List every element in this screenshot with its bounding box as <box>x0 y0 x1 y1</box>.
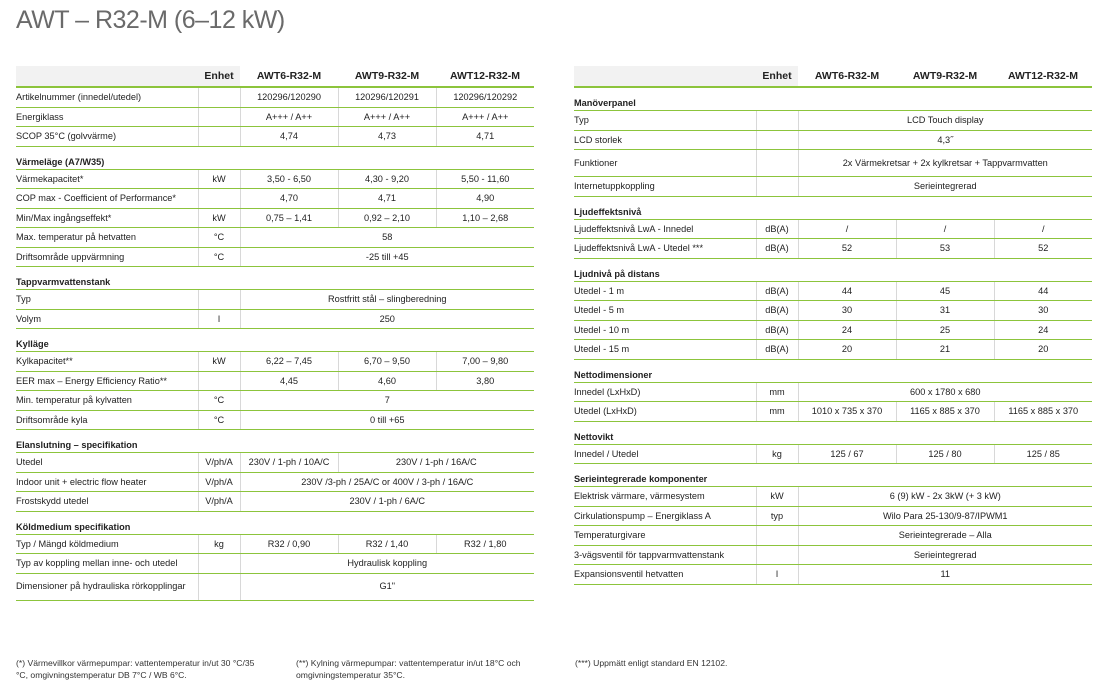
table-row <box>574 177 1092 197</box>
row-label: Volym <box>16 309 198 329</box>
table-row <box>574 130 1092 150</box>
row-unit: V/ph/A <box>198 453 240 473</box>
row-unit <box>198 554 240 574</box>
table-row <box>16 554 534 574</box>
row-label: Driftsområde uppvärmning <box>16 247 198 267</box>
table-row <box>16 573 534 600</box>
row-value: 44 <box>798 281 896 301</box>
table-row <box>574 281 1092 301</box>
row-value: 30 <box>798 301 896 321</box>
row-label: Innedel (LxHxD) <box>574 382 756 402</box>
row-value-span: Rostfritt stål – slingberedning <box>240 290 534 310</box>
row-value-span: Serieintegrerad <box>798 177 1092 197</box>
section-row <box>574 464 1092 487</box>
row-value: A+++ / A++ <box>338 107 436 127</box>
row-value: 31 <box>896 301 994 321</box>
row-value: 4,71 <box>436 127 534 147</box>
row-value: R32 / 1,40 <box>338 534 436 554</box>
row-unit: dB(A) <box>756 320 798 340</box>
row-value: 230V / 1-ph / 10A/C <box>240 453 338 473</box>
row-label: Expansionsventil hetvatten <box>574 565 756 585</box>
row-value: 25 <box>896 320 994 340</box>
row-label: Funktioner <box>574 150 756 177</box>
row-value: / <box>798 219 896 239</box>
section-title: Nettovikt <box>574 421 1092 444</box>
row-value-span: 250 <box>240 309 534 329</box>
section-row <box>574 87 1092 111</box>
table-row <box>16 169 534 189</box>
row-value: 1,10 – 2,68 <box>436 208 534 228</box>
row-unit <box>756 111 798 131</box>
row-label: Ljudeffektsnivå LwA - Utedel *** <box>574 239 756 259</box>
row-label: Temperaturgivare <box>574 526 756 546</box>
table-header-row <box>16 66 534 87</box>
row-value: 52 <box>798 239 896 259</box>
section-title: Ljudeffektsnivå <box>574 196 1092 219</box>
row-value: 45 <box>896 281 994 301</box>
table-row <box>16 472 534 492</box>
row-label: Dimensioner på hydrauliska rörkopplingar <box>16 573 198 600</box>
row-unit: °C <box>198 228 240 248</box>
row-unit: dB(A) <box>756 340 798 360</box>
table-row <box>16 208 534 228</box>
table-row <box>574 239 1092 259</box>
header-model-9: AWT9-R32-M <box>338 66 436 87</box>
row-value: 24 <box>798 320 896 340</box>
row-value: 5,50 - 11,60 <box>436 169 534 189</box>
row-value-span: 4,3˝ <box>798 130 1092 150</box>
row-label: Min. temperatur på kylvatten <box>16 391 198 411</box>
row-value-span: G1" <box>240 573 534 600</box>
row-value: 4,30 - 9,20 <box>338 169 436 189</box>
table-row <box>574 506 1092 526</box>
spec-table-left <box>16 66 534 601</box>
row-unit: °C <box>198 247 240 267</box>
row-label: Energiklass <box>16 107 198 127</box>
row-label: LCD storlek <box>574 130 756 150</box>
row-value: 1165 x 885 x 370 <box>994 402 1092 422</box>
row-unit <box>198 573 240 600</box>
row-label: Frostskydd utedel <box>16 492 198 512</box>
header-label-cell <box>574 66 756 87</box>
row-value: 7,00 – 9,80 <box>436 352 534 372</box>
row-value: 20 <box>798 340 896 360</box>
footnote-1: (*) Värmevillkor värmepumpar: vattentemperatur in/ut 30 °C/35 °C, omgivningstemperatur DB 7°C / WB 6°C. <box>16 658 255 680</box>
table-row <box>574 402 1092 422</box>
row-value: 4,73 <box>338 127 436 147</box>
row-value: A+++ / A++ <box>240 107 338 127</box>
row-value: 4,70 <box>240 189 338 209</box>
row-label: Typ / Mängd köldmedium <box>16 534 198 554</box>
row-value: 21 <box>896 340 994 360</box>
section-title: Ljudnivå på distans <box>574 258 1092 281</box>
row-unit <box>198 290 240 310</box>
row-value-span: 58 <box>240 228 534 248</box>
table-row <box>16 87 534 107</box>
row-unit: l <box>198 309 240 329</box>
row-value-span: -25 till +45 <box>240 247 534 267</box>
row-value: 120296/120290 <box>240 87 338 107</box>
row-label: 3-vägsventil för tappvarmvattenstank <box>574 545 756 565</box>
table-row <box>16 189 534 209</box>
table-row <box>16 534 534 554</box>
row-value: 44 <box>994 281 1092 301</box>
row-value: 0,75 – 1,41 <box>240 208 338 228</box>
row-value: / <box>896 219 994 239</box>
row-label: Utedel - 1 m <box>574 281 756 301</box>
table-row <box>16 371 534 391</box>
row-unit: typ <box>756 506 798 526</box>
row-label: EER max – Energy Efficiency Ratio** <box>16 371 198 391</box>
row-label: Utedel <box>16 453 198 473</box>
table-row <box>16 107 534 127</box>
section-row <box>16 430 534 453</box>
section-title: Tappvarmvattenstank <box>16 267 534 290</box>
table-row <box>574 301 1092 321</box>
row-unit <box>198 371 240 391</box>
table-row <box>574 340 1092 360</box>
row-label: Utedel - 15 m <box>574 340 756 360</box>
section-title: Serieintegrerade komponenter <box>574 464 1092 487</box>
row-value: 4,90 <box>436 189 534 209</box>
row-label: Ljudeffektsnivå LwA - Innedel <box>574 219 756 239</box>
row-unit <box>198 107 240 127</box>
table-header-row <box>574 66 1092 87</box>
table-row <box>574 565 1092 585</box>
table-row <box>16 453 534 473</box>
row-value-span: 2x Värmekretsar + 2x kylkretsar + Tappvarmvatten <box>798 150 1092 177</box>
row-label: Innedel / Utedel <box>574 444 756 464</box>
row-label: Utedel - 10 m <box>574 320 756 340</box>
row-label: Kylkapacitet** <box>16 352 198 372</box>
table-row <box>16 410 534 430</box>
row-unit: mm <box>756 382 798 402</box>
page-title: AWT – R32-M (6–12 kW) <box>16 6 285 34</box>
row-value-span: 11 <box>798 565 1092 585</box>
table-row <box>16 247 534 267</box>
row-value: 0,92 – 2,10 <box>338 208 436 228</box>
row-unit <box>198 87 240 107</box>
table-row <box>574 487 1092 507</box>
row-value: 125 / 85 <box>994 444 1092 464</box>
row-unit <box>198 189 240 209</box>
header-unit: Enhet <box>198 66 240 87</box>
row-value: 3,50 - 6,50 <box>240 169 338 189</box>
row-unit <box>756 545 798 565</box>
table-row <box>574 320 1092 340</box>
row-unit: kW <box>198 169 240 189</box>
row-value: 4,60 <box>338 371 436 391</box>
row-unit: kW <box>198 352 240 372</box>
row-unit <box>756 130 798 150</box>
row-value: A+++ / A++ <box>436 107 534 127</box>
footnote-3: (***) Uppmätt enligt standard EN 12102. <box>575 658 728 668</box>
section-title: Manöverpanel <box>574 87 1092 111</box>
row-unit <box>198 127 240 147</box>
row-value: 3,80 <box>436 371 534 391</box>
section-row <box>574 196 1092 219</box>
row-value: 4,71 <box>338 189 436 209</box>
row-value: R32 / 0,90 <box>240 534 338 554</box>
section-title: Elanslutning – specifikation <box>16 430 534 453</box>
row-value: 125 / 80 <box>896 444 994 464</box>
row-unit: dB(A) <box>756 219 798 239</box>
row-label: Indoor unit + electric flow heater <box>16 472 198 492</box>
table-row <box>16 352 534 372</box>
section-row <box>574 258 1092 281</box>
row-unit: V/ph/A <box>198 492 240 512</box>
row-label: Typ <box>16 290 198 310</box>
table-row <box>574 444 1092 464</box>
row-value: 6,70 – 9,50 <box>338 352 436 372</box>
row-value: 52 <box>994 239 1092 259</box>
table-row <box>16 127 534 147</box>
table-row <box>16 309 534 329</box>
row-value-span: 230V / 1-ph / 16A/C <box>338 453 534 473</box>
row-value-span: Serieintegrerad <box>798 545 1092 565</box>
section-row <box>16 146 534 169</box>
row-value: 30 <box>994 301 1092 321</box>
row-value-span: Wilo Para 25-130/9-87/IPWM1 <box>798 506 1092 526</box>
section-row <box>574 421 1092 444</box>
section-title: Köldmedium specifikation <box>16 511 534 534</box>
row-unit: kW <box>198 208 240 228</box>
row-label: Utedel (LxHxD) <box>574 402 756 422</box>
table-row <box>574 526 1092 546</box>
row-value: 4,45 <box>240 371 338 391</box>
row-label: Elektrisk värmare, värmesystem <box>574 487 756 507</box>
header-model-12: AWT12-R32-M <box>994 66 1092 87</box>
row-label: SCOP 35°C (golvvärme) <box>16 127 198 147</box>
row-value: 1010 x 735 x 370 <box>798 402 896 422</box>
row-value: 53 <box>896 239 994 259</box>
section-title: Kylläge <box>16 329 534 352</box>
table-row <box>16 228 534 248</box>
row-unit: kW <box>756 487 798 507</box>
section-title: Värmeläge (A7/W35) <box>16 146 534 169</box>
row-label: Typ av koppling mellan inne- och utedel <box>16 554 198 574</box>
header-model-12: AWT12-R32-M <box>436 66 534 87</box>
row-unit: °C <box>198 410 240 430</box>
header-model-9: AWT9-R32-M <box>896 66 994 87</box>
row-value-span: Hydraulisk koppling <box>240 554 534 574</box>
row-unit: l <box>756 565 798 585</box>
table-row <box>574 111 1092 131</box>
table-row <box>574 150 1092 177</box>
table-row <box>16 492 534 512</box>
row-label: Max. temperatur på hetvatten <box>16 228 198 248</box>
row-value: 125 / 67 <box>798 444 896 464</box>
table-row <box>574 219 1092 239</box>
row-label: Typ <box>574 111 756 131</box>
header-model-6: AWT6-R32-M <box>240 66 338 87</box>
row-value: 20 <box>994 340 1092 360</box>
row-label: Internetuppkoppling <box>574 177 756 197</box>
header-label-cell <box>16 66 198 87</box>
section-row <box>16 267 534 290</box>
row-value-span: Serieintegrerade – Alla <box>798 526 1092 546</box>
row-value-span: 0 till +65 <box>240 410 534 430</box>
table-row <box>574 382 1092 402</box>
footnote-2: (**) Kylning värmepumpar: vattentemperatur in/ut 18°C och omgivningstemperatur 35°C. <box>296 658 521 680</box>
row-label: Utedel - 5 m <box>574 301 756 321</box>
row-unit: dB(A) <box>756 301 798 321</box>
row-unit: V/ph/A <box>198 472 240 492</box>
row-value: 120296/120291 <box>338 87 436 107</box>
row-unit: dB(A) <box>756 281 798 301</box>
row-label: Driftsområde kyla <box>16 410 198 430</box>
row-value: 120296/120292 <box>436 87 534 107</box>
table-row <box>16 391 534 411</box>
row-unit: kg <box>198 534 240 554</box>
row-unit <box>756 526 798 546</box>
row-unit: kg <box>756 444 798 464</box>
row-value: / <box>994 219 1092 239</box>
row-value: 1165 x 885 x 370 <box>896 402 994 422</box>
row-value: 24 <box>994 320 1092 340</box>
table-row <box>16 290 534 310</box>
row-label: Cirkulationspump – Energiklass A <box>574 506 756 526</box>
row-value-span: 7 <box>240 391 534 411</box>
row-value-span: 6 (9) kW - 2x 3kW (+ 3 kW) <box>798 487 1092 507</box>
section-row <box>16 329 534 352</box>
row-value: R32 / 1,80 <box>436 534 534 554</box>
row-value: 4,74 <box>240 127 338 147</box>
row-unit: °C <box>198 391 240 411</box>
spec-table-right <box>574 66 1092 585</box>
row-value-span: 600 x 1780 x 680 <box>798 382 1092 402</box>
row-label: Artikelnummer (innedel/utedel) <box>16 87 198 107</box>
row-value-span: 230V /3-ph / 25A/C or 400V / 3-ph / 16A/C <box>240 472 534 492</box>
section-title: Nettodimensioner <box>574 359 1092 382</box>
row-value-span: LCD Touch display <box>798 111 1092 131</box>
row-label: Min/Max ingångseffekt* <box>16 208 198 228</box>
header-unit: Enhet <box>756 66 798 87</box>
row-unit: dB(A) <box>756 239 798 259</box>
row-unit <box>756 150 798 177</box>
section-row <box>574 359 1092 382</box>
row-value: 6,22 – 7,45 <box>240 352 338 372</box>
row-unit <box>756 177 798 197</box>
section-row <box>16 511 534 534</box>
header-model-6: AWT6-R32-M <box>798 66 896 87</box>
row-value-span: 230V / 1-ph / 6A/C <box>240 492 534 512</box>
row-label: COP max - Coefficient of Performance* <box>16 189 198 209</box>
table-row <box>574 545 1092 565</box>
row-unit: mm <box>756 402 798 422</box>
row-label: Värmekapacitet* <box>16 169 198 189</box>
